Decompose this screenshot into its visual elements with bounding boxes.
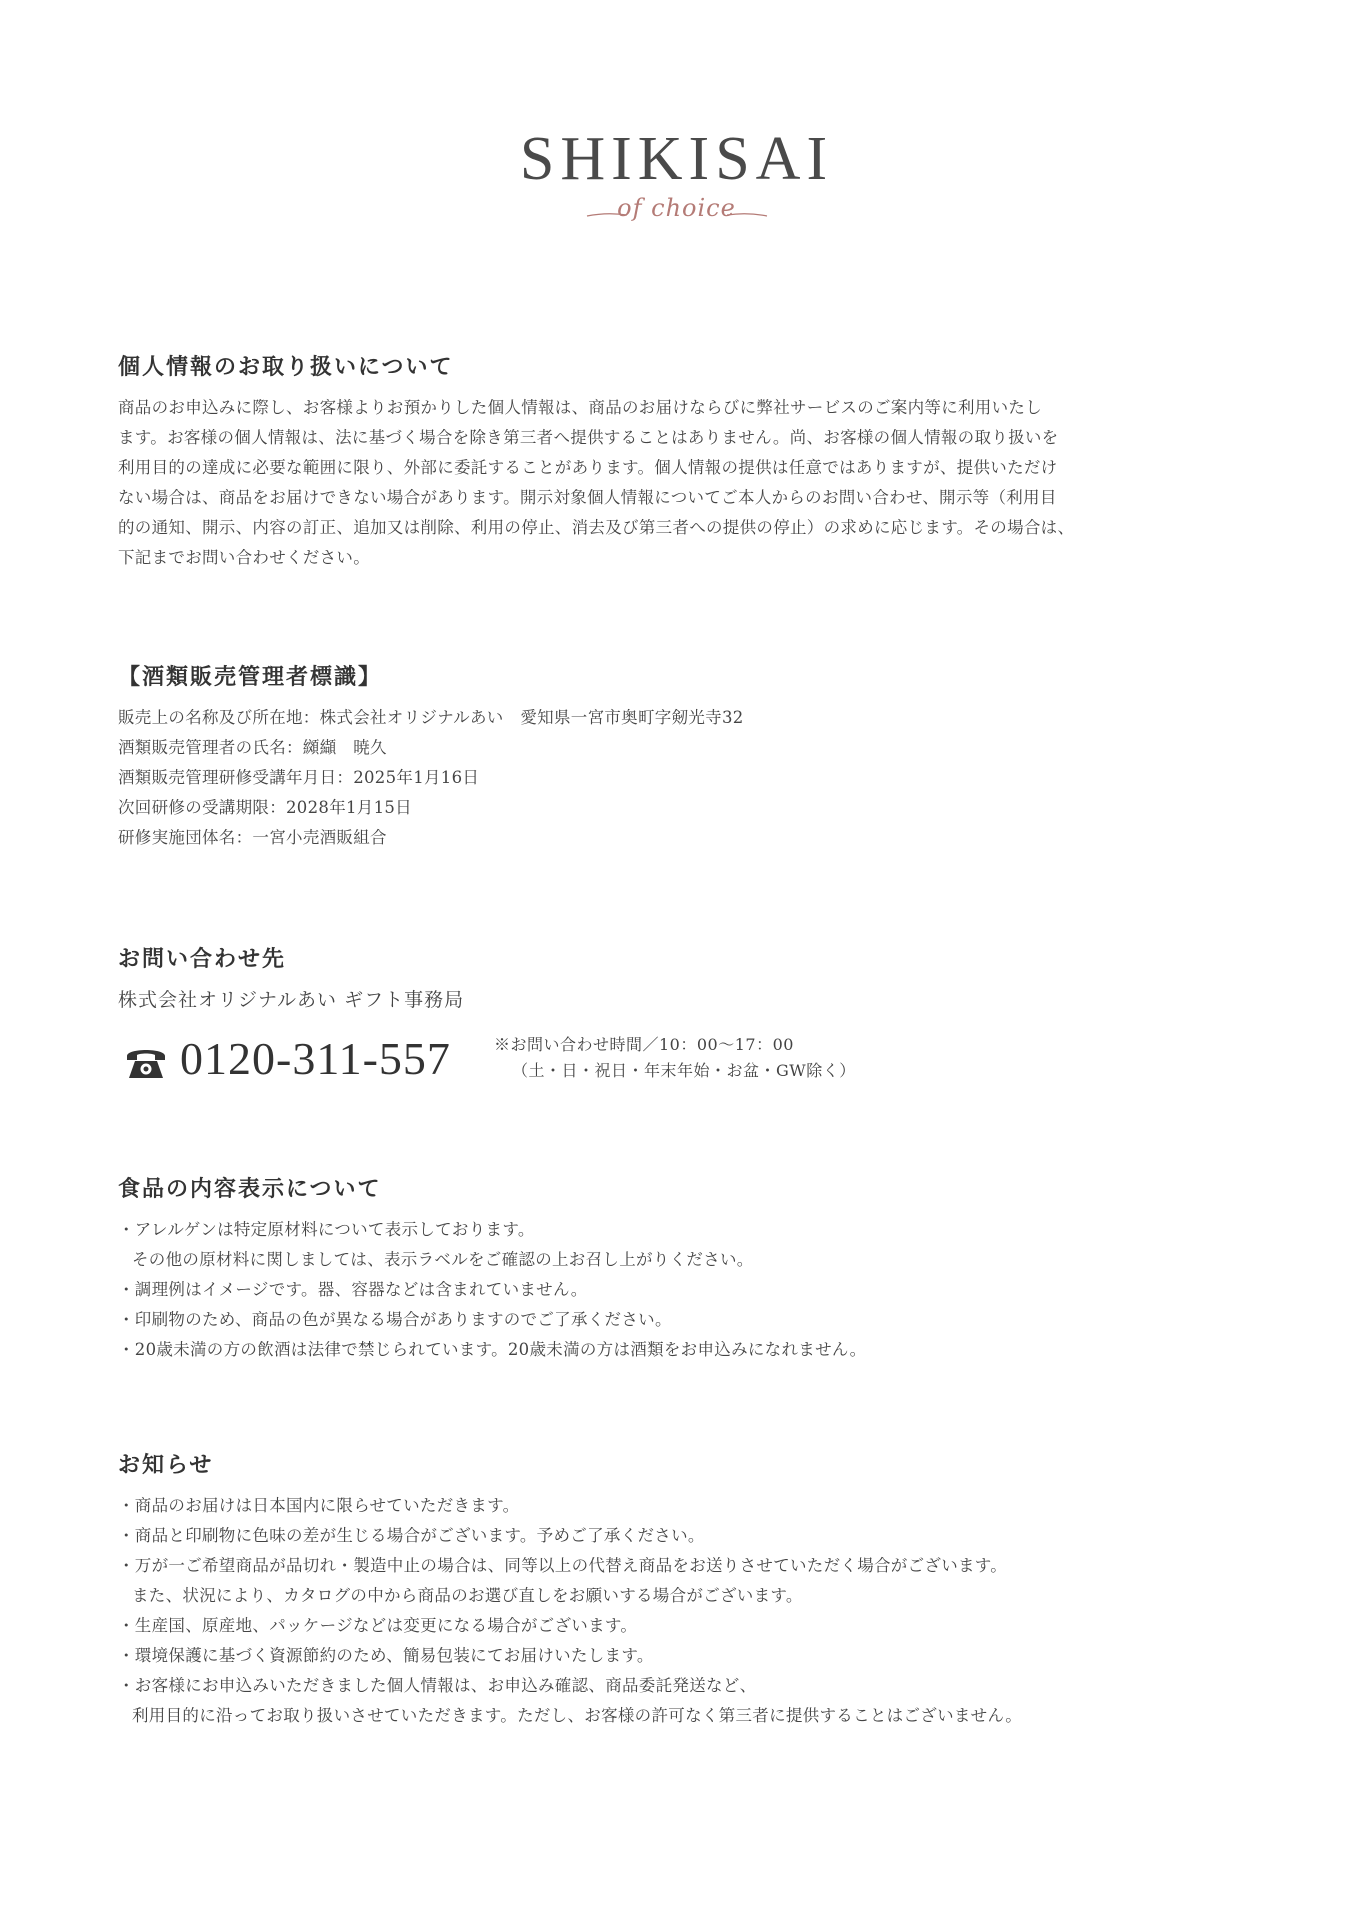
phone-hours: ※お問い合わせ時間／10：00〜17：00 xyxy=(494,1035,794,1054)
notice-line: ・商品と印刷物に色味の差が生じる場合がございます。予めご了承ください。 xyxy=(118,1526,705,1545)
privacy-line: 下記までお問い合わせください。 xyxy=(118,548,370,567)
liquor-manager-section xyxy=(118,660,1243,853)
food-line: ・印刷物のため、商品の色が異なる場合がありますのでご了承ください。 xyxy=(118,1310,672,1329)
phone-hours-note xyxy=(494,1032,856,1084)
notice-line: ・万が一ご希望商品が品切れ・製造中止の場合は、同等以上の代替え商品をお送りさせていただく場合がございます。 xyxy=(118,1556,1008,1575)
notice-line: ・商品のお届けは日本国内に限らせていただきます。 xyxy=(118,1496,520,1515)
liquor-line: 酒類販売管理研修受講年月日：2025年1月16日 xyxy=(118,768,480,787)
notice-line: また、状況により、カタログの中から商品のお選び直しをお願いする場合がございます。 xyxy=(132,1586,803,1605)
liquor-line: 酒類販売管理者の氏名：纐纈 暁久 xyxy=(118,738,387,757)
privacy-line: 商品のお申込みに際し、お客様よりお預かりした個人情報は、商品のお届けならびに弊社サービスのご案内等に利用いたし xyxy=(118,398,1042,417)
food-line: ・アレルゲンは特定原材料について表示しております。 xyxy=(118,1220,535,1239)
liquor-line: 販売上の名称及び所在地：株式会社オリジナルあい 愛知県一宮市奥町字剱光寺32 xyxy=(118,708,744,727)
food-line: その他の原材料に関しましては、表示ラベルをご確認の上お召し上がりください。 xyxy=(132,1250,754,1269)
notice-line: ・お客様にお申込みいただきました個人情報は、お申込み確認、商品委託発送など、 xyxy=(118,1676,757,1695)
notice-line: 利用目的に沿ってお取り扱いさせていただきます。ただし、お客様の許可なく第三者に提供することはございません。 xyxy=(132,1706,1023,1725)
privacy-line: 利用目的の達成に必要な範囲に限り、外部に委託することがあります。個人情報の提供は任意ではありますが、提供いただけ xyxy=(118,458,1058,477)
food-labeling-section xyxy=(118,1172,1243,1365)
brand-logo xyxy=(0,125,1353,232)
food-line: ・20歳未満の方の飲酒は法律で禁じられています。20歳未満の方は酒類をお申込みになれません。 xyxy=(118,1340,867,1359)
privacy-section xyxy=(118,350,1243,573)
privacy-title: 個人情報のお取り扱いについて xyxy=(118,354,454,380)
phone-number[interactable]: 0120-311-557 xyxy=(180,1033,451,1084)
phone-closed-days: （土・日・祝日・年末年始・お盆・GW除く） xyxy=(512,1061,856,1080)
logo-wordmark: SHIKISAI xyxy=(519,125,834,193)
notice-line: ・生産国、原産地、パッケージなどは変更になる場合がございます。 xyxy=(118,1616,638,1635)
privacy-body xyxy=(118,393,1243,573)
liquor-title: 【酒類販売管理者標識】 xyxy=(118,664,383,690)
food-title: 食品の内容表示について xyxy=(118,1176,382,1202)
liquor-line: 次回研修の受講期限：2028年1月15日 xyxy=(118,798,412,817)
privacy-line: ます。お客様の個人情報は、法に基づく場合を除き第三者へ提供することはありません。尚、お客様の個人情報の取り扱いを xyxy=(118,428,1059,447)
phone-row xyxy=(118,1033,1243,1096)
notice-title: お知らせ xyxy=(118,1452,214,1478)
notice-line: ・環境保護に基づく資源節約のため、簡易包装にてお届けいたします。 xyxy=(118,1646,654,1665)
liquor-line: 研修実施団体名：一宮小売酒販組合 xyxy=(118,828,387,847)
telephone-icon xyxy=(124,1044,168,1086)
contact-title: お問い合わせ先 xyxy=(118,946,287,972)
logo-script xyxy=(577,192,777,232)
logo-tagline: of choice xyxy=(617,194,736,222)
contact-section xyxy=(118,942,1243,1096)
contact-company: 株式会社オリジナルあい ギフト事務局 xyxy=(118,989,465,1011)
food-line: ・調理例はイメージです。器、容器などは含まれていません。 xyxy=(118,1280,588,1299)
notice-section xyxy=(118,1448,1243,1731)
privacy-line: 的の通知、開示、内容の訂正、追加又は削除、利用の停止、消去及び第三者への提供の停止）の求めに応じます。その場合は、 xyxy=(118,518,1075,537)
privacy-line: ない場合は、商品をお届けできない場合があります。開示対象個人情報についてご本人からのお問い合わせ、開示等（利用目 xyxy=(118,488,1057,507)
